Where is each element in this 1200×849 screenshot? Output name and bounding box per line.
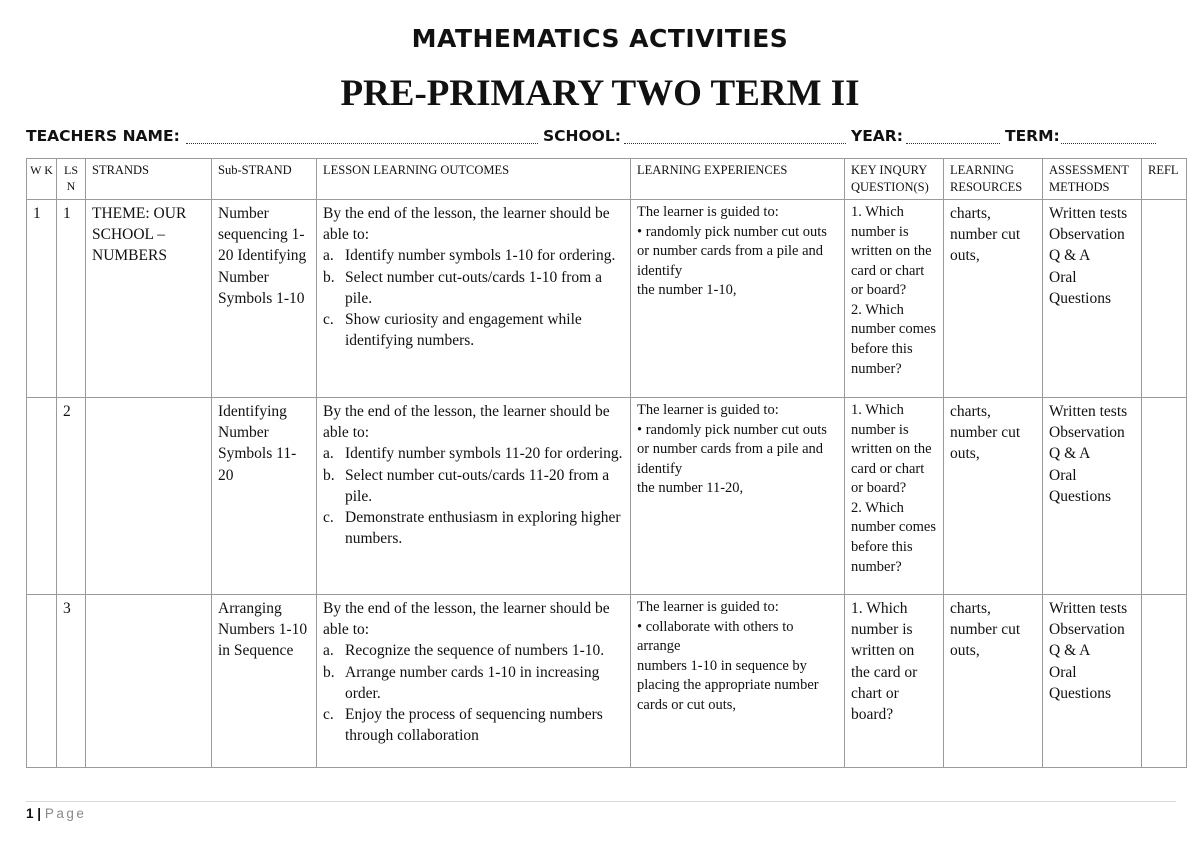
assessment-item: Written tests <box>1049 600 1128 617</box>
term-blank[interactable] <box>1061 143 1156 144</box>
list-item <box>323 267 624 309</box>
outcome-text: Demonstrate enthusiasm in exploring higher numbers. <box>345 509 621 548</box>
experiences-line: the number 11-20, <box>637 480 744 497</box>
info-line <box>26 127 1186 149</box>
header-lsn: LS N <box>57 159 86 200</box>
header-assessment: ASSESSMENT METHODS <box>1043 159 1142 200</box>
assessment-item: Q & A <box>1049 642 1091 660</box>
scheme-of-work-table <box>26 158 1187 768</box>
cell-outcomes <box>317 200 631 398</box>
list-marker: b. <box>323 268 335 286</box>
outcomes-intro: By the end of the lesson, the learner should be able to: <box>323 205 610 244</box>
document-title: MATHEMATICS ACTIVITIES <box>411 24 789 53</box>
cell-key-questions <box>845 398 944 595</box>
table-row <box>27 200 1187 398</box>
cell-resources: charts, number cut outs, <box>944 398 1043 595</box>
assessment-item: Oral Questions <box>1049 268 1111 307</box>
footer-divider <box>26 801 1176 802</box>
year-label: YEAR: <box>851 127 903 145</box>
assessment-item: Observation <box>1049 424 1125 442</box>
cell-assessment <box>1043 398 1142 595</box>
list-marker: c. <box>323 311 334 329</box>
outcomes-intro: By the end of the lesson, the learner should be able to: <box>323 403 610 442</box>
cell-experiences <box>631 200 845 398</box>
page-footer <box>26 806 86 821</box>
cell-experiences <box>631 398 845 595</box>
header-wk: W K <box>27 159 57 200</box>
footer-separator: | <box>37 806 42 821</box>
key-question: 1. Which number is written on the card or chart or board? <box>851 204 932 299</box>
cell-sub-strand: Arranging Numbers 1-10 in Sequence <box>212 595 317 768</box>
table-header-row <box>27 159 1187 200</box>
outcome-text: Arrange number cards 1-10 in increasing order. <box>345 663 600 702</box>
experiences-line: numbers 1-10 in sequence by placing the appropriate number cards or cut outs, <box>637 657 819 713</box>
list-item <box>323 309 624 351</box>
cell-key-questions <box>845 200 944 398</box>
header-strands: STRANDS <box>86 159 212 200</box>
list-item <box>323 443 624 464</box>
cell-lsn: 2 <box>57 398 86 595</box>
outcome-text: Recognize the sequence of numbers 1-10. <box>345 642 605 660</box>
cell-strand: THEME: OUR SCHOOL – NUMBERS <box>86 200 212 398</box>
experiences-intro: The learner is guided to: <box>637 599 779 615</box>
list-marker: b. <box>323 663 335 681</box>
cell-wk <box>27 398 57 595</box>
teacher-name-label: TEACHERS NAME: <box>26 127 180 145</box>
list-item <box>323 465 624 507</box>
header-outcomes: LESSON LEARNING OUTCOMES <box>317 159 631 200</box>
assessment-item: Q & A <box>1049 247 1091 265</box>
assessment-item: Observation <box>1049 621 1125 639</box>
outcomes-list <box>323 640 624 746</box>
assessment-item: Written tests <box>1049 205 1128 222</box>
assessment-item: Oral Questions <box>1049 466 1111 505</box>
assessment-item: Oral Questions <box>1049 663 1111 702</box>
experiences-intro: The learner is guided to: <box>637 402 779 418</box>
cell-strand <box>86 398 212 595</box>
header-sub-strand: Sub-STRAND <box>212 159 317 200</box>
school-label: SCHOOL: <box>543 127 621 145</box>
list-item <box>323 245 624 266</box>
outcome-text: Enjoy the process of sequencing numbers through collaboration <box>345 706 603 745</box>
key-question: 2. Which number comes before this number? <box>851 499 936 575</box>
outcome-text: Select number cut-outs/cards 11-20 from a pile. <box>345 466 610 505</box>
school-blank[interactable] <box>624 143 846 144</box>
experiences-line: • randomly pick number cut outs or number cards from a pile and identify <box>637 421 827 477</box>
header-resources: LEARNING RESOURCES <box>944 159 1043 200</box>
cell-reflection[interactable] <box>1142 595 1187 768</box>
outcome-text: Select number cut-outs/cards 1-10 from a pile. <box>345 268 602 307</box>
assessment-item: Written tests <box>1049 403 1128 420</box>
header-reflection: REFL <box>1142 159 1187 200</box>
outcomes-list <box>323 443 624 549</box>
key-question: 1. Which number is written on the card or chart or board? <box>851 402 932 497</box>
list-item <box>323 662 624 704</box>
cell-outcomes <box>317 595 631 768</box>
cell-sub-strand: Identifying Number Symbols 11-20 <box>212 398 317 595</box>
year-blank[interactable] <box>906 143 1000 144</box>
cell-wk <box>27 595 57 768</box>
cell-experiences <box>631 595 845 768</box>
table-row <box>27 398 1187 595</box>
cell-lsn: 1 <box>57 200 86 398</box>
cell-sub-strand: Number sequencing 1-20 Identifying Number Symbols 1-10 <box>212 200 317 398</box>
experiences-line: the number 1-10, <box>637 282 737 299</box>
outcome-text: Identify number symbols 1-10 for ordering. <box>345 247 616 265</box>
cell-reflection[interactable] <box>1142 398 1187 595</box>
document-subtitle: PRE-PRIMARY TWO TERM II <box>340 73 860 114</box>
outcomes-intro: By the end of the lesson, the learner should be able to: <box>323 600 610 639</box>
table-row <box>27 595 1187 768</box>
assessment-item: Observation <box>1049 226 1125 244</box>
list-marker: a. <box>323 445 334 463</box>
teacher-name-blank[interactable] <box>186 143 538 144</box>
experiences-line: • collaborate with others to arrange <box>637 618 794 655</box>
header-key-questions: KEY INQURY QUESTION(S) <box>845 159 944 200</box>
cell-lsn: 3 <box>57 595 86 768</box>
cell-strand <box>86 595 212 768</box>
key-question: 2. Which number comes before this number? <box>851 301 936 377</box>
cell-assessment <box>1043 595 1142 768</box>
list-item <box>323 704 624 746</box>
list-marker: b. <box>323 466 335 484</box>
outcome-text: Show curiosity and engagement while identifying numbers. <box>345 311 582 350</box>
experiences-line: • randomly pick number cut outs or number cards from a pile and identify <box>637 223 827 279</box>
outcomes-list <box>323 245 624 351</box>
list-item <box>323 507 624 549</box>
page-word: Page <box>44 806 87 821</box>
cell-resources: charts, number cut outs, <box>944 200 1043 398</box>
cell-wk: 1 <box>27 200 57 398</box>
cell-outcomes <box>317 398 631 595</box>
list-marker: c. <box>323 509 334 527</box>
cell-reflection[interactable] <box>1142 200 1187 398</box>
list-item <box>323 640 624 661</box>
assessment-item: Q & A <box>1049 445 1091 463</box>
outcome-text: Identify number symbols 11-20 for ordering. <box>345 445 623 463</box>
list-marker: c. <box>323 706 334 724</box>
cell-key-questions <box>845 595 944 768</box>
list-marker: a. <box>323 642 334 660</box>
list-marker: a. <box>323 247 334 265</box>
cell-assessment <box>1043 200 1142 398</box>
key-question: 1. Which number is written on the card or chart or board? <box>851 600 918 724</box>
page-number: 1 <box>26 806 34 821</box>
cell-resources: charts, number cut outs, <box>944 595 1043 768</box>
term-label: TERM: <box>1005 127 1060 145</box>
experiences-intro: The learner is guided to: <box>637 204 779 220</box>
header-experiences: LEARNING EXPERIENCES <box>631 159 845 200</box>
